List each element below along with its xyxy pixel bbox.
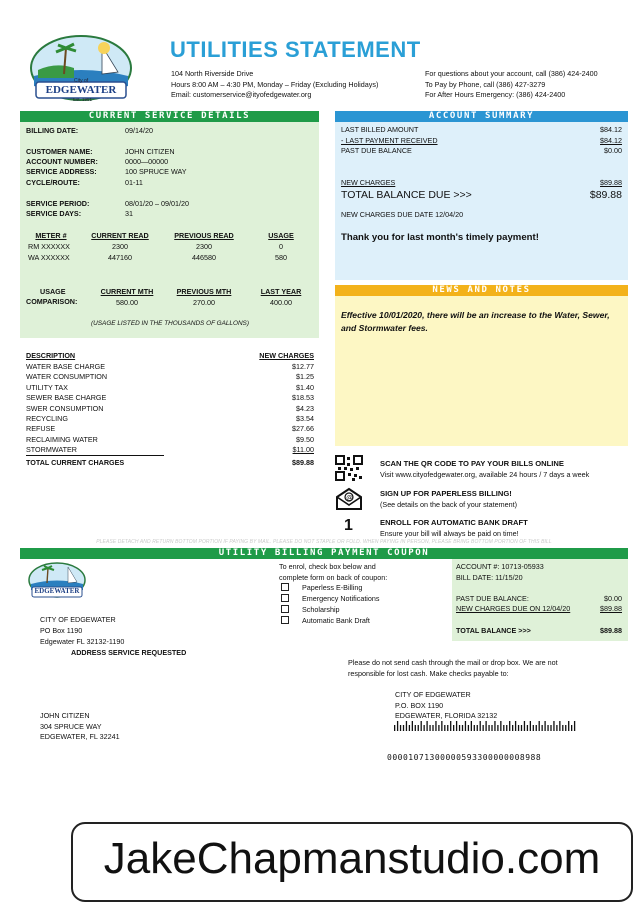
charge-description: WATER CONSUMPTION	[26, 372, 108, 382]
meter-header-current: CURRENT READ	[91, 231, 149, 240]
contact-pay-phone: To Pay by Phone, call (386) 427-3279	[425, 80, 546, 89]
charges-desc-header: DESCRIPTION	[26, 351, 76, 360]
usage-current: 580.00	[116, 298, 138, 307]
coupon-total-label: TOTAL BALANCE >>>	[456, 626, 531, 635]
watermark-box	[71, 822, 633, 902]
charge-amount: $1.40	[296, 382, 314, 392]
news-bar: NEWS AND NOTES	[335, 285, 628, 296]
current-service-bar: CURRENT SERVICE DETAILS	[20, 111, 319, 122]
account-summary-bar: ACCOUNT SUMMARY	[335, 111, 628, 122]
watermark-text: JakeChapmanstudio.com	[103, 834, 601, 883]
last-billed-label: LAST BILLED AMOUNT	[341, 125, 419, 134]
option-paperless: Paperless E-Billing	[302, 583, 363, 592]
charge-amount: $12.77	[292, 362, 314, 371]
usage-previous: 270.00	[193, 298, 215, 307]
billing-date: 09/14/20	[125, 126, 153, 135]
coupon-new-due-label: NEW CHARGES DUE ON 12/04/20	[456, 604, 571, 613]
qr-title: SCAN THE QR CODE TO PAY YOUR BILLS ONLINE	[380, 459, 564, 468]
auto-draft-title: ENROLL FOR AUTOMATIC BANK DRAFT	[380, 518, 528, 527]
logo-est-text: Est. 1951	[73, 97, 93, 102]
meter-row-2-current: 447160	[108, 253, 132, 262]
meter-row-1-usage: 0	[279, 242, 283, 251]
checkbox-bank-draft[interactable]	[281, 616, 289, 624]
service-days: 31	[125, 209, 133, 218]
contact-emergency: For After Hours Emergency: (386) 424-2400	[425, 90, 566, 99]
billing-date-label: BILLING DATE:	[26, 126, 79, 135]
meter-row-2-usage: 580	[275, 253, 287, 262]
news-text: Effective 10/01/2020, there will be an increase to the Water, Sewer, and Stormwater fees.	[341, 310, 610, 333]
account-number-label: ACCOUNT NUMBER:	[26, 157, 98, 166]
auto-draft-number: 1	[344, 517, 353, 534]
cycle-label: CYCLE/ROUTE:	[26, 178, 80, 187]
coupon-past-due: $0.00	[604, 594, 622, 603]
charge-amount: $11.00	[292, 445, 314, 455]
charge-amount: $1.25	[296, 372, 314, 382]
charge-description: RECYCLING	[26, 414, 68, 423]
usage-note: (USAGE LISTED IN THE THOUSANDS OF GALLONS)	[91, 320, 249, 327]
scanline: 00001071300000593300000008988	[387, 753, 542, 762]
service-address-label: SERVICE ADDRESS:	[26, 167, 97, 176]
coupon-total: $89.88	[600, 626, 622, 635]
office-address: 104 North Riverside Drive	[171, 69, 254, 78]
address-service-requested: ADDRESS SERVICE REQUESTED	[71, 648, 187, 657]
charges-total-label: TOTAL CURRENT CHARGES	[26, 458, 125, 467]
new-charges: $89.88	[600, 178, 622, 187]
meter-row-2-id: WA XXXXXX	[28, 253, 70, 262]
charges-amount-header: NEW CHARGES	[259, 351, 314, 360]
customer-name-label: CUSTOMER NAME:	[26, 147, 93, 156]
charge-amount: $3.54	[296, 414, 314, 423]
customer-name: JOHN CITIZEN	[125, 147, 175, 156]
service-period-label: SERVICE PERIOD:	[26, 199, 90, 208]
thank-you-message: Thank you for last month's timely payment!	[341, 232, 539, 243]
usage-label-1: USAGE	[40, 287, 66, 296]
payee-name: CITY OF EDGEWATER	[395, 690, 471, 699]
charge-description: UTILITY TAX	[26, 382, 68, 392]
charges-total: $89.88	[292, 458, 314, 467]
last-payment-label: - LAST PAYMENT RECEIVED	[341, 136, 438, 145]
customer-street-mail: 304 SPRUCE WAY	[40, 722, 102, 731]
meter-header-meter: METER #	[35, 231, 67, 240]
usage-lastyear: 400.00	[270, 298, 292, 307]
postal-barcode	[394, 721, 578, 731]
enroll-line-2: complete form on back of coupon:	[279, 573, 388, 582]
coupon-new-due: $89.88	[600, 604, 622, 613]
return-city: Edgewater FL 32132-1190	[40, 637, 125, 646]
charge-description: WATER BASE CHARGE	[26, 362, 106, 371]
total-due-label: TOTAL BALANCE DUE >>>	[341, 189, 472, 201]
checkbox-paperless[interactable]	[281, 583, 289, 591]
past-due: $0.00	[604, 146, 622, 155]
office-email[interactable]: Email: customerservice@ityofedgewater.org	[171, 90, 312, 99]
total-due: $89.88	[589, 189, 622, 201]
charge-description: SEWER BASE CHARGE	[26, 393, 107, 403]
usage-header-previous: PREVIOUS MTH	[176, 287, 232, 296]
checkbox-scholarship[interactable]	[281, 605, 289, 613]
service-address: 100 SPRUCE WAY	[125, 167, 187, 176]
coupon-logo	[26, 561, 88, 601]
coupon-bill-date: BILL DATE: 11/15/20	[456, 573, 523, 582]
city-logo	[26, 34, 136, 106]
charge-amount: $18.53	[292, 393, 314, 403]
detach-note: PLEASE DETACH AND RETURN BOTTOM PORTION IF PAYING BY MAIL. PLEASE DO NOT STAPLE OR FOLD. WHEN PAYING IN PERSON, PLEASE BRING BOTTOM PORTION OF THIS BILL	[96, 539, 552, 545]
meter-row-1-id: RM XXXXXX	[28, 242, 70, 251]
qr-subtitle: Visit www.cityofedgewater.org, available 24 hours / 7 days a week	[380, 470, 590, 479]
customer-name-mail: JOHN CITIZEN	[40, 711, 90, 720]
due-date-line: NEW CHARGES DUE DATE 12/04/20	[341, 210, 464, 219]
last-payment: $84.12	[600, 136, 622, 145]
past-due-label: PAST DUE BALANCE	[341, 146, 412, 155]
charge-description: RECLAIMING WATER	[26, 434, 98, 444]
last-billed: $84.12	[600, 125, 622, 134]
account-number: 0000—00000	[125, 157, 169, 166]
usage-header-current: CURRENT MTH	[100, 287, 154, 296]
coupon-logo-name: EDGEWATER	[34, 587, 80, 595]
email-envelope-icon	[335, 487, 363, 511]
usage-label-2: COMPARISON:	[26, 297, 78, 306]
meter-row-1-previous: 2300	[196, 242, 212, 251]
charges-divider	[26, 455, 164, 456]
meter-header-previous: PREVIOUS READ	[174, 231, 234, 240]
coupon-bar: UTILITY BILLING PAYMENT COUPON	[20, 548, 628, 559]
new-charges-label: NEW CHARGES	[341, 178, 396, 187]
coupon-past-due-label: PAST DUE BALANCE:	[456, 594, 529, 603]
charge-amount: $4.23	[296, 403, 314, 413]
service-days-label: SERVICE DAYS:	[26, 209, 82, 218]
option-emergency: Emergency Notifications	[302, 594, 380, 603]
paperless-subtitle: (See details on the back of your statement)	[380, 500, 518, 509]
usage-header-lastyear: LAST YEAR	[260, 287, 302, 296]
coupon-account-number: ACCOUNT #: 10713-05933	[456, 562, 544, 571]
cash-note-1: Please do not send cash through the mail or drop box. We are not	[348, 658, 558, 667]
charge-amount: $9.50	[296, 434, 314, 444]
service-period: 08/01/20 – 09/01/20	[125, 199, 189, 208]
payee-po: P.O. BOX 1190	[395, 701, 444, 710]
office-hours: Hours 8:00 AM – 4:30 PM, Monday – Friday (Excluding Holidays)	[171, 80, 379, 89]
logo-name-text: EDGEWATER	[45, 84, 117, 96]
enroll-line-1: To enrol, check box below and	[279, 562, 376, 571]
charge-description: SWER CONSUMPTION	[26, 403, 104, 413]
meter-row-2-previous: 446580	[192, 253, 216, 262]
paperless-title: SIGN UP FOR PAPERLESS BILLING!	[380, 489, 512, 498]
return-po: PO Box 1190	[40, 626, 83, 635]
charge-amount: $27.66	[292, 424, 314, 434]
contact-questions: For questions about your account, call (386) 424-2400	[425, 69, 598, 78]
svg-text:@: @	[346, 493, 353, 502]
meter-row-1-current: 2300	[112, 242, 128, 251]
meter-header-usage: USAGE	[268, 231, 294, 240]
option-scholarship: Scholarship	[302, 605, 340, 614]
checkbox-emergency[interactable]	[281, 594, 289, 602]
payee-city: EDGEWATER, FLORIDA 32132	[395, 711, 498, 720]
charge-description: REFUSE	[26, 424, 56, 434]
customer-city-mail: EDGEWATER, FL 32241	[40, 732, 120, 741]
cash-note-2: responsible for lost cash. Make checks payable to:	[348, 669, 509, 678]
logo-city-text: City of	[74, 78, 89, 84]
page-title: UTILITIES STATEMENT	[170, 37, 421, 62]
qr-code-icon[interactable]	[335, 455, 363, 481]
cycle-route: 01-11	[125, 178, 143, 187]
option-bank-draft: Automatic Bank Draft	[302, 616, 370, 625]
auto-draft-subtitle: Ensure your bill will always be paid on time!	[380, 529, 519, 538]
return-name: CITY OF EDGEWATER	[40, 615, 116, 624]
charge-description: STORMWATER	[26, 445, 77, 455]
